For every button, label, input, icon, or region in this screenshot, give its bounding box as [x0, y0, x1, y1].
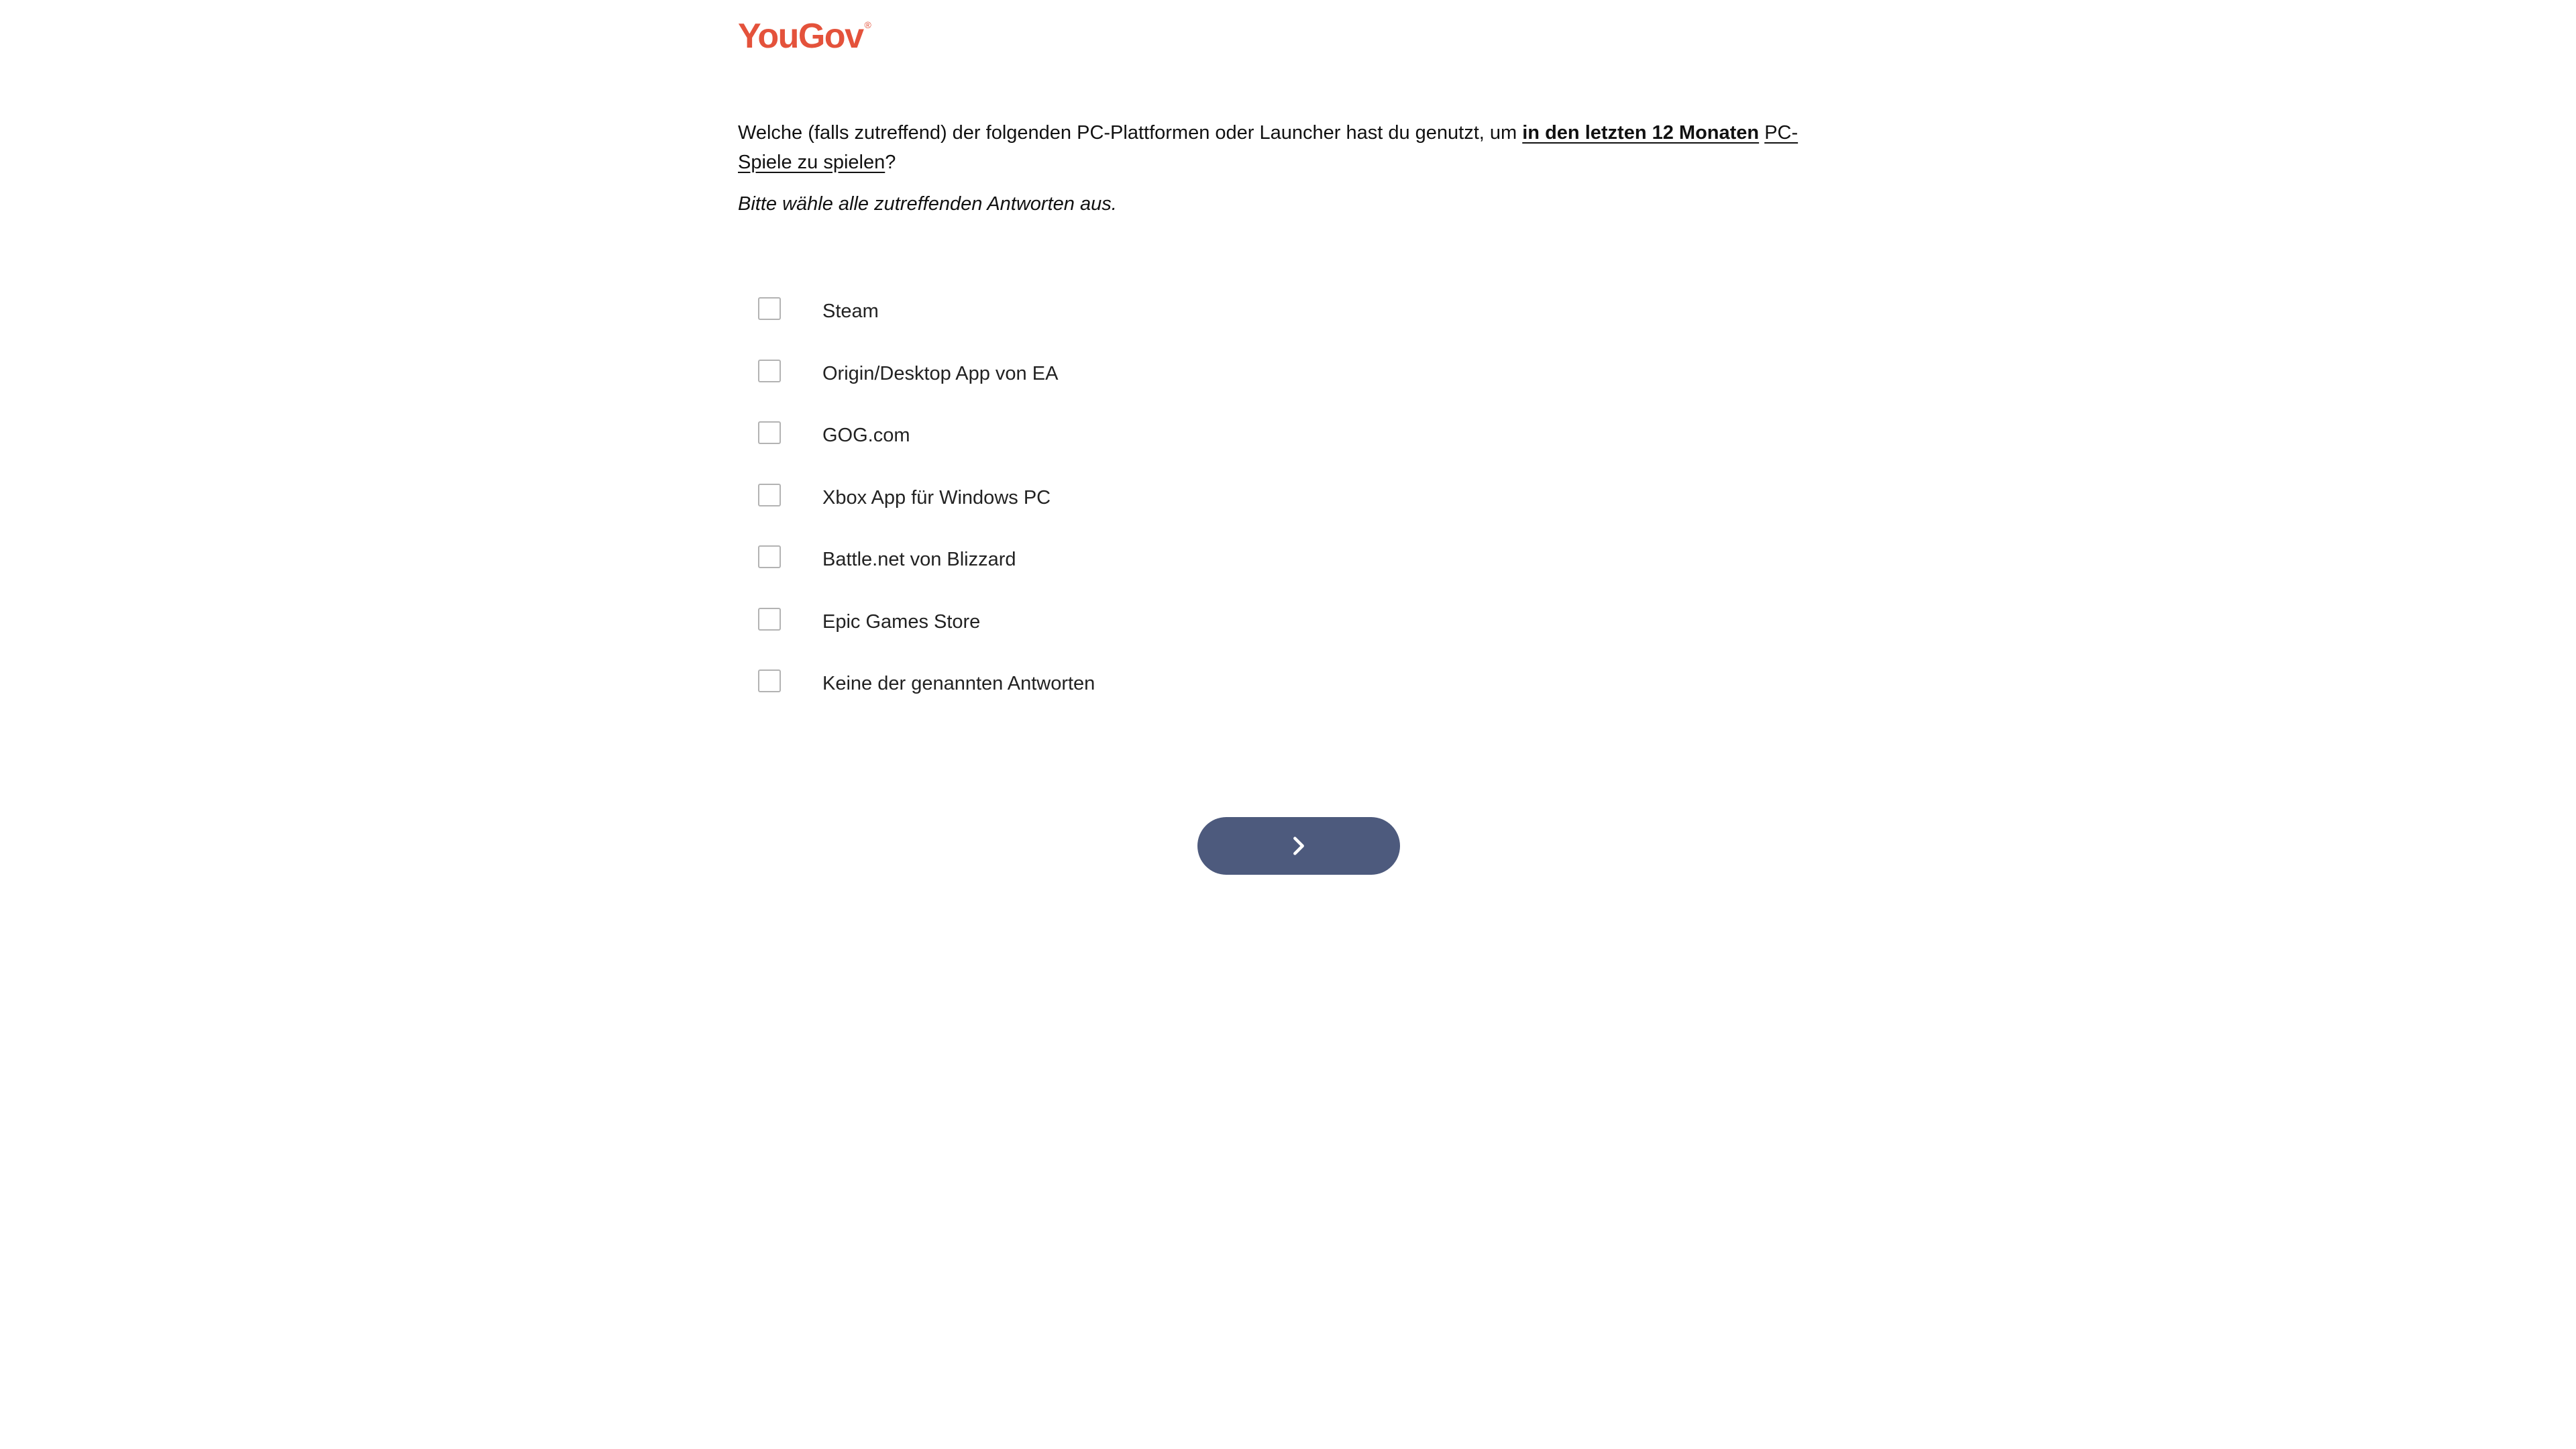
checkbox[interactable]	[758, 297, 781, 320]
checkbox[interactable]	[758, 484, 781, 506]
question-emphasis: in den letzten 12 Monaten	[1522, 122, 1760, 144]
options-list	[758, 280, 1095, 715]
checkbox[interactable]	[758, 545, 781, 568]
option-label: Epic Games Store	[822, 610, 981, 633]
checkbox[interactable]	[758, 669, 781, 692]
checkbox[interactable]	[758, 608, 781, 631]
next-button[interactable]	[1197, 817, 1400, 875]
option-label: Battle.net von Blizzard	[822, 549, 1016, 571]
question-end: ?	[885, 152, 896, 173]
question-part1: Welche (falls zutreffend) der folgenden PC-Plattformen oder Launcher hast du genutzt, um	[738, 122, 1523, 144]
option-label: Origin/Desktop App von EA	[822, 362, 1059, 384]
option-label: Xbox App für Windows PC	[822, 486, 1051, 508]
instruction-text: Bitte wähle alle zutreffenden Antworten aus.	[738, 193, 1117, 215]
option-battlenet[interactable]	[758, 529, 1095, 591]
option-none[interactable]	[758, 653, 1095, 715]
option-xbox-app[interactable]	[758, 467, 1095, 529]
yougov-logo	[738, 19, 871, 54]
logo-text: YouGov	[738, 17, 863, 56]
option-steam[interactable]	[758, 280, 1095, 343]
checkbox[interactable]	[758, 421, 781, 444]
option-label: Keine der genannten Antworten	[822, 673, 1095, 695]
option-origin-ea[interactable]	[758, 343, 1095, 405]
chevron-right-icon	[1287, 835, 1310, 857]
option-label: GOG.com	[822, 425, 910, 447]
checkbox[interactable]	[758, 360, 781, 382]
trademark-symbol: ®	[864, 19, 871, 30]
question-underlined: PC-Spiele zu spielen	[738, 122, 1799, 173]
option-gog[interactable]	[758, 405, 1095, 467]
option-epic-games[interactable]	[758, 591, 1095, 653]
question-space	[1759, 122, 1764, 144]
option-label: Steam	[822, 301, 879, 323]
question-text	[738, 118, 1851, 177]
